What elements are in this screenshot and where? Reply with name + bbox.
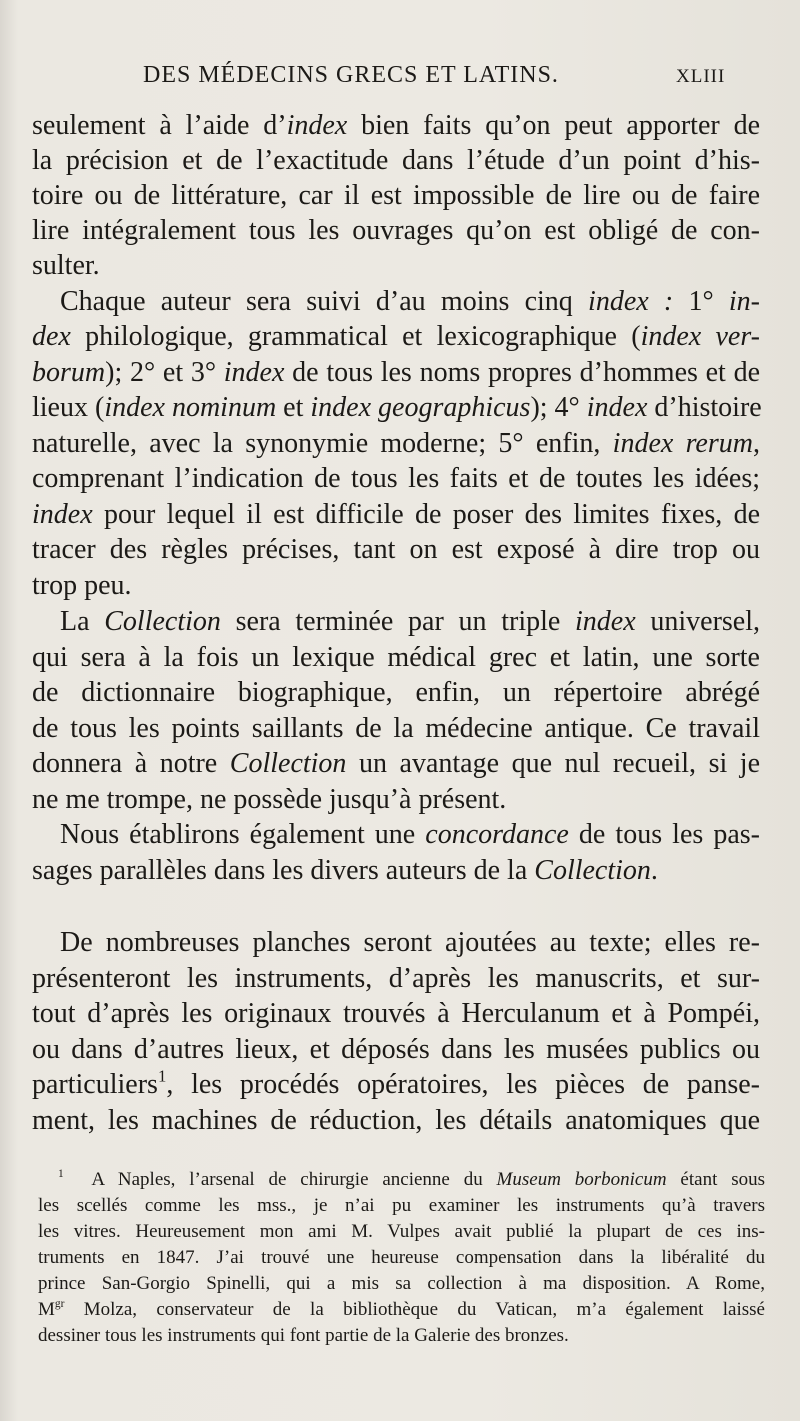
text-line: qui sera à la fois un lexique médical grec et latin, une sorte xyxy=(32,642,760,673)
text-line: index pour lequel il est difficile de poser des limites fixes, de xyxy=(32,499,760,530)
text-line: de dictionnaire biographique, enfin, un répertoire abrégé xyxy=(32,677,760,708)
text-line: lieux (index nominum et index geographicus); 4° index d’histoire xyxy=(32,392,762,423)
footnote-ref: 1 xyxy=(157,1066,167,1086)
page-number: XLIII xyxy=(676,66,726,87)
running-title: DES MÉDECINS GRECS ET LATINS. xyxy=(143,62,559,88)
footnote-line: prince San-Gorgio Spinelli, qui a mis sa collection à ma disposition. A Rome, xyxy=(38,1273,765,1294)
footnote-line: truments en 1847. J’ai trouvé une heureuse compensation dans la libéralité du xyxy=(38,1247,765,1268)
text-line: ou dans d’autres lieux, et déposés dans les musées publics ou xyxy=(32,1034,760,1065)
text-line: De nombreuses planches seront ajoutées au texte; elles re- xyxy=(60,927,760,958)
footnote-line: $^1$ A Naples, l’arsenal de chirurgie ancienne du Museum borbonicum étant sous xyxy=(58,1168,765,1190)
text-line: naturelle, avec la synonymie moderne; 5° enfin, index rerum, xyxy=(32,428,760,459)
text-line: tout d’après les originaux trouvés à Herculanum et à Pompéi, xyxy=(32,998,760,1029)
text-line: trop peu. xyxy=(32,570,132,601)
text-line: toire ou de littérature, car il est impossible de lire ou de faire xyxy=(32,180,760,211)
footnote-line: les vitres. Heureusement mon ami M. Vulpes avait publié la plupart de ces ins- xyxy=(38,1221,765,1242)
text-line: comprenant l’indication de tous les faits et de toutes les idées; xyxy=(32,463,760,494)
text-line: seulement à l’aide d’index bien faits qu’on peut apporter de xyxy=(32,110,761,141)
footnote-line: les scellés comme les mss., je n’ai pu examiner les instruments qu’à travers xyxy=(38,1195,765,1216)
footnote-marker: 1 xyxy=(58,1168,64,1181)
text-line: Chaque auteur sera suivi d’au moins cinq index : 1° in- xyxy=(60,286,760,317)
footnote-line: dessiner tous les instruments qui font partie de la Galerie des bronzes. xyxy=(38,1325,569,1346)
text-line: borum); 2° et 3° index de tous les noms propres d’hommes et de xyxy=(32,357,760,388)
text-line: de tous les points saillants de la médecine antique. Ce travail xyxy=(32,713,760,744)
text-line: sulter. xyxy=(32,250,100,281)
text-line: lire intégralement tous les ouvrages qu’on est obligé de con- xyxy=(32,215,760,246)
text-line: La Collection sera terminée par un triple index universel, xyxy=(60,606,760,637)
text-line: présenteront les instruments, d’après les manuscrits, et sur- xyxy=(32,963,760,994)
text-line: ment, les machines de réduction, les détails anatomiques que xyxy=(32,1105,760,1136)
text-line: dex philologique, grammatical et lexicographique (index ver- xyxy=(32,321,760,352)
text-line: la précision et de l’exactitude dans l’étude d’un point d’his- xyxy=(32,145,760,176)
text-line: particuliers$^1$, les procédés opératoires, les pièces de panse- xyxy=(32,1066,760,1100)
text-line: donnera à notre Collection un avantage que nul recueil, si je xyxy=(32,748,761,779)
running-head xyxy=(0,62,800,92)
text-line: tracer des règles précises, tant on est exposé à dire trop ou xyxy=(32,534,760,565)
text-line: sages parallèles dans les divers auteurs de la Collection. xyxy=(32,855,658,886)
text-line: Nous établirons également une concordance de tous les pas- xyxy=(60,819,760,850)
text-line: ne me trompe, ne possède jusqu’à présent. xyxy=(32,784,507,815)
footnote-line: $M^{gr}$ Molza, conservateur de la bibliothèque du Vatican, m’a également laissé xyxy=(38,1298,765,1320)
